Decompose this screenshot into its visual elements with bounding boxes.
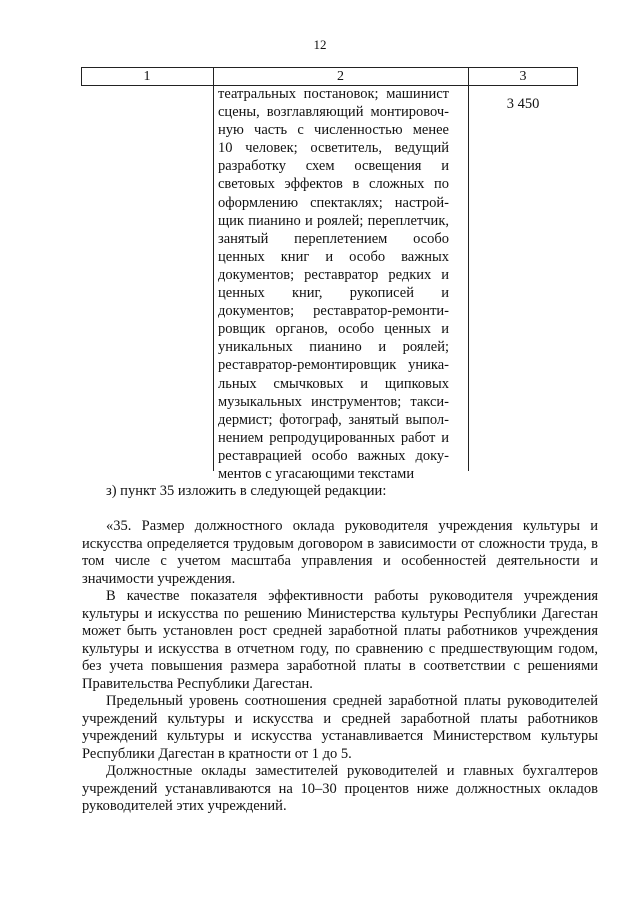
salary-amount: 3 450 [506,96,540,112]
table-header-col-3: 3 [519,69,527,84]
description-line: дермист; фотограф, занятый выпол- [218,411,449,428]
description-line: занятый переплетением особо [218,230,449,247]
description-line: музыкальных инструментов; такси- [218,393,449,410]
description-line: щик пианино и роялей; переплетчик, [218,212,449,229]
description-line: разработку схем освещения и [218,158,449,175]
paragraph-ratio: Предельный уровень соотношения средней заработной платы руководителей учреждений культуры и искусства и средней заработной платы работников учреждений культуры и искусства устанавливается Министерством культуры Республики Дагестан в кратности от 1 до 5. [82,693,598,762]
description-line: документов; реставратор-ремонти- [218,303,449,320]
description-line: театральных постановок; машинист [218,86,449,102]
description-line: сцены, возглавляющий монтировоч- [218,104,449,121]
table-header-col-2: 2 [337,69,344,84]
table-divider-2 [468,67,469,471]
description-line: 10 человек; осветитель, ведущий [218,140,449,157]
description-line: уникальных пианино и роялей; [218,339,449,356]
description-line: реставрацией особо важных доку- [218,447,449,464]
table-divider-1 [213,67,214,471]
description-line: оформлению спектаклях; настрой- [218,194,449,211]
table-header-col-1: 1 [143,69,151,84]
amendment-text [82,518,598,816]
description-line: нением репродуцированных работ и [218,429,449,446]
paragraph-35: «35. Размер должностного оклада руководителя учреждения культуры и искусства определяется трудовым договором в зависимости от сложности труда, в том числе с учетом масштаба управления и особенностей деятельности и значимости учреждения. [82,518,598,587]
description-line: световых эффектов в сложных по [218,176,449,193]
position-description [218,85,449,483]
description-line: ментов с угасающими текстами [218,465,415,482]
description-line: льных смычковых и щипковых [218,375,449,392]
description-line: ную часть с численностью менее [218,122,449,139]
description-line: документов; реставратор редких и [218,266,449,283]
salary-table [81,67,578,482]
description-line: реставратор-ремонтировщик уника- [218,357,449,374]
page-number: 12 [313,37,327,52]
description-line: ценных книг, рукописей и [218,285,449,302]
amendment-intro: з) пункт 35 изложить в следующей редакции: [106,483,387,499]
description-line: ровщик органов, особо ценных и [218,321,449,338]
paragraph-deputies: Должностные оклады заместителей руководителей и главных бухгалтеров учреждений устанавливаются на 10–30 процентов ниже должностных окладов руководителей этих учреждений. [82,763,598,814]
paragraph-efficiency: В качестве показателя эффективности работы руководителя учреждения культуры и искусства по решению Министерства культуры Республики Дагестан может быть установлен рост средней заработной платы работников учреждения культуры и искусства в отчетном году, по сравнению с предшествующим годом, без учета повышения размера заработной платы в соответствии с решениями Правительства Республики Дагестан. [82,588,598,692]
description-line: ценных книг и особо важных [218,248,449,265]
